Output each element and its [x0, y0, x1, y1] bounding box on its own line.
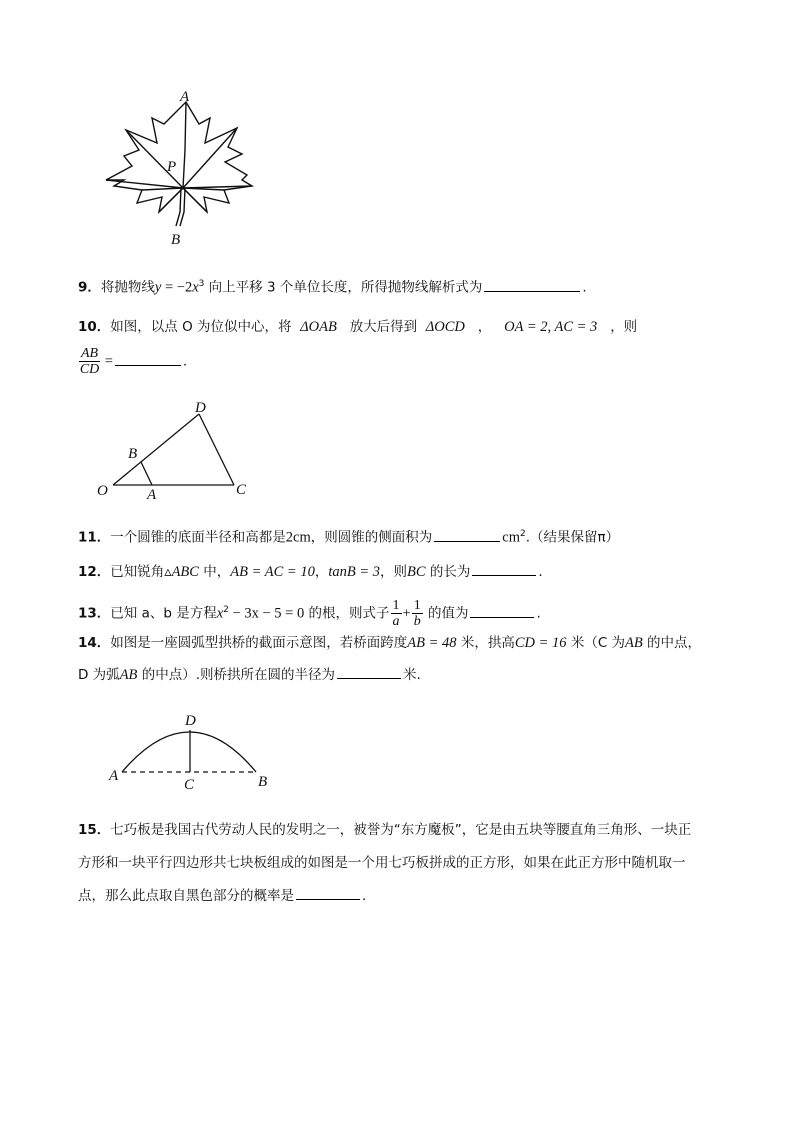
q14-text-4: 的中点， [642, 635, 702, 651]
q13-f2-den: b [413, 614, 421, 629]
label-o: O [97, 483, 108, 499]
answer-blank[interactable] [337, 664, 401, 679]
answer-blank[interactable] [296, 885, 360, 900]
q13-eq-var: x [216, 605, 224, 622]
arch-label-b: B [258, 774, 268, 790]
q9-eq-mid: = −2 [161, 279, 193, 296]
question-number: 9． [78, 279, 101, 296]
label-b: B [128, 446, 138, 462]
q10-fraction [79, 346, 100, 377]
q14-line2-text-2: 的中点）.则桥拱所在圆的半径为 [137, 667, 335, 683]
q12-condition-2: tanB = 3 [328, 564, 380, 580]
q9-text-2: 向上平移 3 个单位长度，所得抛物线解析式为 [204, 279, 483, 296]
arch-arc [122, 732, 256, 772]
arch-label-a: A [109, 768, 119, 784]
q11-unit: cm [502, 529, 520, 546]
q10-text-4: ，则 [610, 319, 638, 335]
q13-eq-exp: 2 [223, 605, 229, 615]
question-13 [78, 593, 541, 631]
q9-text-1: 将抛物线 [100, 279, 155, 296]
q10-text-2: 放大后得到 [349, 319, 418, 335]
q10-text-3: ， [477, 319, 492, 335]
q14-line2-text-1: D 为弧 [78, 667, 120, 683]
q10-frac-den: CD [79, 362, 100, 377]
q11-text-3: .（结果保留π） [525, 529, 620, 546]
q13-f1-den: a [392, 614, 400, 629]
q12-text-3: ， [314, 564, 329, 580]
q10-triangle-1: ΔOAB [300, 319, 337, 335]
arch-label-c: C [184, 777, 195, 792]
leaf-midrib [183, 102, 186, 188]
question-15 [78, 820, 691, 840]
q14-condition-2: CD = 16 [514, 635, 567, 651]
question-number: 10． [78, 319, 111, 335]
q12-condition-1: AB = AC = 10 [230, 564, 315, 580]
q13-eq-rest: − 3x − 5 = 0 [228, 605, 305, 622]
q14-line2-end: 米. [403, 667, 421, 683]
q14-segment-2: AB [119, 667, 138, 683]
q12-text-4: ，则 [380, 564, 407, 580]
leaf-label-b: B [171, 232, 181, 248]
q15-line-3-end: . [362, 888, 367, 904]
question-10-line-2 [78, 346, 187, 377]
question-14-line-2 [78, 664, 421, 685]
q10-triangle-2: ΔOCD [425, 319, 465, 335]
q14-text-3: 米（C 为 [566, 635, 626, 651]
maple-leaf-figure [100, 86, 260, 252]
q11-value: 2cm [285, 529, 311, 546]
q11-text-1: 一个圆锥的底面半径和高都是 [110, 529, 286, 546]
q13-f2-num: 1 [413, 598, 421, 613]
question-number: 15． [78, 822, 111, 838]
q15-line-3-text: 点，那么此点取自黑色部分的概率是 [78, 888, 294, 904]
q13-f1-num: 1 [392, 598, 400, 613]
q13-text-3: 的值为 [423, 605, 469, 622]
question-14 [78, 633, 701, 653]
question-number: 13． [78, 605, 111, 622]
question-11 [78, 524, 619, 548]
question-12 [78, 561, 543, 582]
q9-eq-var: x [192, 279, 199, 296]
label-c: C [236, 482, 247, 498]
segment-dc [199, 414, 234, 485]
answer-blank[interactable] [484, 277, 580, 292]
segment-ba [141, 462, 152, 485]
q10-text-1: 如图，以点 O 为位似中心，将 [110, 319, 292, 335]
question-10 [78, 317, 637, 337]
q9-eq-lhs: y [154, 279, 162, 296]
q13-text-1: 已知 a、b 是方程 [110, 605, 217, 622]
question-number: 14． [78, 635, 111, 651]
q12-text-2: 中， [198, 564, 231, 580]
q12-segment: BC [407, 564, 426, 580]
leaf-outline [106, 102, 252, 212]
segment-od [113, 414, 199, 485]
q13-plus: + [402, 605, 411, 622]
question-number: 12． [78, 564, 111, 580]
leaf-label-p: P [167, 159, 177, 175]
answer-blank[interactable] [434, 527, 500, 542]
q9-eq-exp: 3 [198, 279, 205, 289]
q10-condition: OA = 2, AC = 3 [504, 319, 598, 335]
similar-triangles-figure [92, 396, 252, 502]
q14-text-1: 如图是一座圆弧型拱桥的截面示意图，若桥面跨度 [110, 635, 408, 651]
q10-eq: = [101, 353, 113, 370]
q15-line-1: 七巧板是我国古代劳动人民的发明之一，被誉为“东方魔板”，它是由五块等腰直角三角形、一块正 [110, 822, 692, 838]
answer-blank[interactable] [472, 561, 536, 576]
arch-label-d: D [185, 713, 196, 729]
q11-text-2: ，则圆锥的侧面积为 [310, 529, 433, 546]
q10-frac-num: AB [81, 346, 99, 361]
q10-end: . [182, 353, 188, 370]
q11-unit-exp: 2 [519, 529, 526, 539]
q13-fraction-2 [412, 598, 423, 629]
q14-text-2: 米，拱高 [456, 635, 515, 651]
question-15-line-3 [78, 885, 366, 906]
q13-end: . [536, 605, 541, 622]
q14-segment-1: AB [625, 635, 643, 651]
q9-text-3: . [582, 279, 587, 296]
leaf-veins [106, 128, 252, 212]
q12-text-5: 的长为 [425, 564, 471, 580]
q12-end: . [538, 564, 543, 580]
question-9 [78, 274, 587, 298]
question-15-line-2 [78, 853, 686, 873]
arch-bridge-figure [104, 708, 274, 792]
q15-line-2: 方形和一块平行四边形共七块板组成的如图是一个用七巧板拼成的正方形，如果在此正方形中随机取一 [78, 855, 686, 871]
question-number: 11． [78, 529, 111, 546]
q12-text-1: 已知锐角 [110, 564, 165, 580]
q14-condition-1: AB = 48 [407, 635, 457, 651]
leaf-label-a: A [180, 89, 190, 105]
label-a: A [147, 487, 157, 502]
q12-triangle: ▵ABC [164, 564, 199, 580]
q13-fraction-1 [391, 598, 402, 629]
label-d: D [195, 400, 206, 416]
answer-blank[interactable] [470, 603, 534, 618]
q13-text-2: 的根，则式子 [304, 605, 390, 622]
answer-blank[interactable] [115, 351, 181, 366]
